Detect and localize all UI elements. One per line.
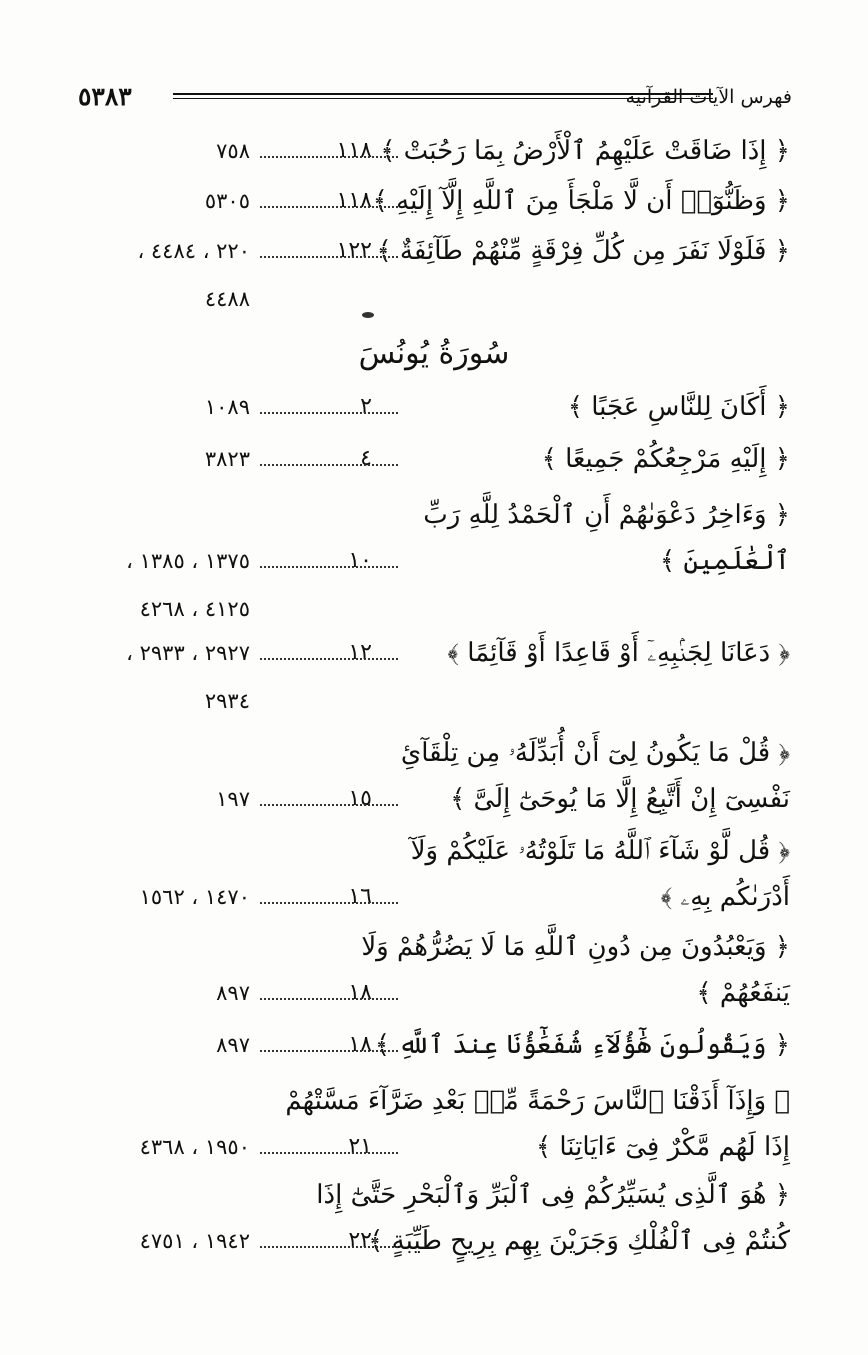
verse-text: [373, 178, 790, 224]
ornament-mark: [362, 312, 374, 318]
hadith-refs: ٥٣٠٥: [204, 189, 250, 213]
leader-dots: [260, 1150, 398, 1154]
verse-text: [401, 730, 790, 822]
leader-dots: [260, 410, 398, 414]
verse-line: إِذَا لَهُم مَّكْرٌ فِىٓ ءَايَاتِنَا ﴾: [535, 1132, 790, 1162]
ayah-number: ١٨: [348, 980, 372, 1005]
hadith-refs: ٣٨٢٣: [204, 447, 250, 471]
verse-text: [375, 1022, 790, 1068]
verse-line: ﴿ فَلَوْلَا نَفَرَ مِن كُلِّ فِرْقَةٍ مِّنْهُمْ طَآئِفَةٌ ﴾: [376, 236, 790, 266]
verse-line: ٱلْعَٰلَمِينَ ﴾: [659, 546, 790, 576]
ayah-number: ١٨: [348, 1032, 372, 1057]
ayah-number: ١٢٢: [336, 238, 372, 263]
hadith-refs: ١٠٨٩: [204, 395, 250, 419]
verse-text: [542, 436, 790, 482]
verse-text: [316, 1172, 790, 1264]
leader-dots: [260, 996, 398, 1000]
leader-dots: [260, 154, 398, 158]
verse-text: [361, 924, 790, 1016]
ayah-number: ٤: [360, 446, 372, 471]
verse-line: نَفْسِىٓ إِنْ أَتَّبِعُ إِلَّا مَا يُوحَىٰٓ إِلَىَّ ﴾: [450, 784, 790, 814]
verse-line: ﴿ وَيَعْبُدُونَ مِن دُونِ ٱللَّهِ مَا لَا يَضُرُّهُمْ وَلَا: [361, 932, 790, 962]
verse-line: كُنتُمْ فِى ٱلْفُلْكِ وَجَرَيْنَ بِهِم بِرِيحٍ طَيِّبَةٍ ﴾: [368, 1226, 790, 1256]
hadith-refs: ٢٩٢٧ ، ٢٩٣٣ ،: [126, 641, 250, 665]
leader-dots: [260, 254, 398, 258]
verse-line: ﴿ هُوَ ٱلَّذِى يُسَيِّرُكُمْ فِى ٱلْبَرِّ وَٱلْبَحْرِ حَتَّىٰٓ إِذَا: [316, 1180, 790, 1210]
hadith-refs: ٤٤٨٨: [204, 287, 250, 311]
hadith-refs: ١٤٧٠ ، ١٥٦٢: [139, 885, 250, 909]
ayah-number: ٢: [360, 394, 372, 419]
hadith-refs: ١٩٥٠ ، ٤٣٦٨: [139, 1135, 250, 1159]
page-header: [78, 82, 792, 112]
ayah-number: ١١٨: [336, 138, 372, 163]
verse-line: ﴿ وَإِذَآ أَذَقْنَا ٱلنَّاسَ رَحْمَةً مِّنۢ بَعْدِ ضَرَّآءَ مَسَّتْهُمْ: [285, 1086, 790, 1116]
sura-title: سُورَةُ يُونُسَ: [358, 336, 510, 371]
header-title: فهرس الآيات القرآنية: [625, 86, 792, 108]
leader-dots: [260, 564, 398, 568]
ayah-number: ١٥: [348, 786, 372, 811]
verse-line: أَدْرَىٰكُم بِهِۦ ﴾: [660, 882, 790, 912]
verse-text: [423, 492, 790, 584]
leader-dots: [260, 1244, 398, 1248]
ayah-number: ١٠: [348, 548, 372, 573]
ayah-number: ١٦: [348, 884, 372, 909]
leader-dots: [260, 900, 398, 904]
verse-line: ﴿ وَءَاخِرُ دَعْوَىٰهُمْ أَنِ ٱلْحَمْدُ لِلَّهِ رَبِّ: [423, 500, 790, 530]
hadith-refs: ٧٥٨: [216, 139, 250, 163]
verse-line: ﴿ إِذَا ضَاقَتْ عَلَيْهِمُ ٱلْأَرْضُ بِمَا رَحُبَتْ ﴾: [380, 136, 790, 166]
hadith-refs: ١٩٧: [216, 787, 250, 811]
hadith-refs: ١٩٤٢ ، ٤٧٥١: [139, 1229, 250, 1253]
verse-line: ﴿ وَظَنُّوٓا۟ أَن لَّا مَلْجَأَ مِنَ ٱللَّهِ إِلَّآ إِلَيْهِ ﴾: [372, 186, 790, 216]
ayah-number: ١١٨: [336, 188, 372, 213]
leader-dots: [260, 656, 398, 660]
verse-line: ﴿ أَكَانَ لِلنَّاسِ عَجَبًا ﴾: [567, 392, 790, 422]
hadith-refs: ٢٩٣٤: [204, 689, 250, 713]
verse-line: ﴿ قُلْ مَا يَكُونُ لِىٓ أَنْ أُبَدِّلَهُۥ مِن تِلْقَآئِ: [400, 738, 790, 768]
verse-line: يَنفَعُهُمْ ﴾: [696, 978, 790, 1008]
verse-text: [376, 228, 790, 274]
leader-dots: [260, 462, 398, 466]
verse-text: [380, 128, 790, 174]
verse-line: ﴿ إِلَيْهِ مَرْجِعُكُمْ جَمِيعًا ﴾: [541, 444, 790, 474]
ayah-number: ٢١: [348, 1134, 372, 1159]
page-number: ٥٣٨٣: [78, 82, 132, 111]
verse-line: ﴿ قُل لَّوْ شَآءَ ٱللَّهُ مَا تَلَوْتُهُۥ عَلَيْكُمْ وَلَآ: [410, 836, 790, 866]
verse-text: [447, 630, 790, 676]
hadith-refs: ٢٢٠ ، ٤٤٨٤ ،: [137, 239, 250, 263]
verse-line: ﴿ دَعَانَا لِجَنۢبِهِۦٓ أَوْ قَاعِدًا أَوْ قَآئِمًا ﴾: [447, 638, 790, 668]
ayah-number: ٢٢: [348, 1228, 372, 1253]
hadith-refs: ١٣٧٥ ، ١٣٨٥ ،: [126, 549, 250, 573]
leader-dots: [260, 1048, 398, 1052]
verse-line: ﴿ وَيَقُولُونَ هَٰٓؤُلَآءِ شُفَعَٰٓؤُنَا عِندَ ٱللَّهِ ﴾: [374, 1030, 790, 1060]
leader-dots: [260, 802, 398, 806]
verse-text: [411, 828, 790, 920]
hadith-refs: ٤١٢٥ ، ٤٢٦٨: [139, 597, 250, 621]
hadith-refs: ٨٩٧: [216, 981, 250, 1005]
verse-text: [568, 384, 790, 430]
hadith-refs: ٨٩٧: [216, 1033, 250, 1057]
leader-dots: [260, 204, 398, 208]
ayah-number: ١٢: [348, 640, 372, 665]
